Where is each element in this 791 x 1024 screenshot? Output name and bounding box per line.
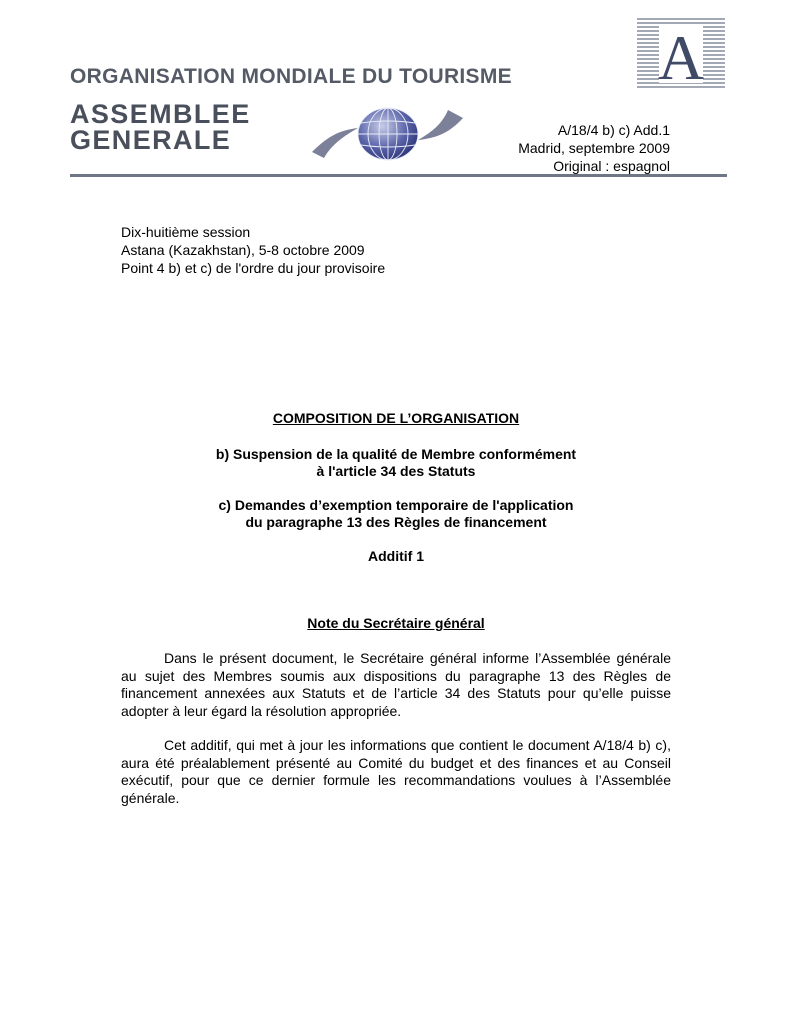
addendum-label: Additif 1 (368, 548, 424, 564)
session-location: Astana (Kazakhstan), 5-8 octobre 2009 (121, 242, 365, 258)
note-heading: Note du Secrétaire général (307, 615, 485, 631)
body-paragraph-1: Dans le présent document, le Secrétaire général informe l’Assemblée générale au sujet des Membres soumis aux dispositions du paragraphe 13 des Règles de financement annexées aux Statuts et de l’article 34 des Statuts pour qu’elle puisse adopter à leur égard la résolution appropriée. (121, 650, 671, 719)
reference-block (518, 121, 670, 175)
subtitle-b-line2: à l'article 34 des Statuts (316, 463, 476, 479)
body-paragraph-2: Cet additif, qui met à jour les informations que contient le document A/18/4 b) c), aura été préalablement présenté au Comité du budget et des finances et au Conseil exécutif, pour que ce dernier formule les recommandations voulues à l’Assemblée générale. (121, 737, 671, 806)
subtitle-b (121, 446, 671, 480)
document-code: A/18/4 b) c) Add.1 (557, 122, 670, 138)
logo-letter: A (657, 22, 705, 89)
place-date: Madrid, septembre 2009 (518, 140, 670, 156)
session-name: Dix-huitième session (121, 224, 251, 240)
assembly-title-line2: GENERALE (70, 125, 232, 155)
subtitle-c-line1: c) Demandes d’exemption temporaire de l'application (218, 497, 574, 513)
globe-emblem-icon (310, 106, 465, 162)
assembly-title-line1: ASSEMBLEE (70, 99, 251, 129)
session-block (121, 223, 385, 277)
agenda-item: Point 4 b) et c) de l'ordre du jour provisoire (121, 260, 386, 276)
subtitle-c-line2: du paragraphe 13 des Règles de financement (245, 514, 547, 530)
original-language: Original : espagnol (553, 158, 670, 174)
assembly-a-logo-icon (637, 17, 725, 89)
subtitle-b-line1: b) Suspension de la qualité de Membre conformément (215, 446, 577, 462)
subtitle-c (121, 497, 671, 531)
main-title: COMPOSITION DE L’ORGANISATION (272, 410, 520, 426)
organization-name: ORGANISATION MONDIALE DU TOURISME (70, 65, 512, 88)
